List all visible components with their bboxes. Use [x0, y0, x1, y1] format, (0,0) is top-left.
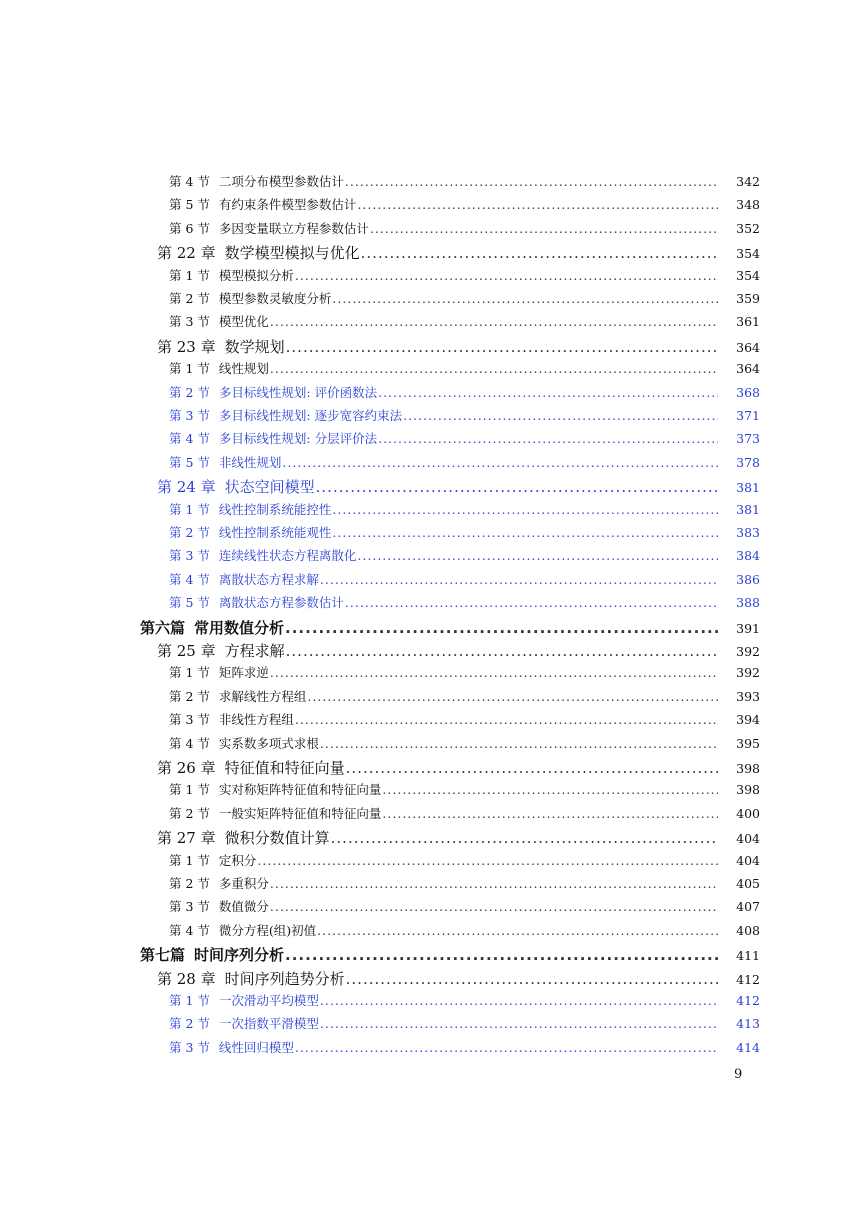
toc-page-number: 384 [736, 548, 760, 564]
toc-entry-number: 第六篇 [140, 618, 186, 637]
toc-chapter-entry [157, 827, 760, 848]
toc-entry-title: 时间序列分析 [194, 946, 285, 965]
toc-leader-dots [286, 338, 718, 356]
toc-entry-label [169, 406, 402, 424]
toc-entry-title: 实系数多项式求根 [218, 735, 319, 751]
toc-leader-dots [403, 408, 718, 423]
toc-entry-label [169, 546, 356, 564]
toc-leader-dots [285, 619, 718, 637]
toc-entry-title: 多目标线性规划: 评价函数法 [218, 384, 378, 400]
toc-page-number: 392 [736, 665, 760, 681]
toc-entry-label [157, 640, 285, 661]
toc-entry-label [169, 663, 269, 681]
toc-entry-label [169, 780, 381, 798]
toc-leader-dots [285, 946, 718, 964]
toc-page-number: 364 [736, 339, 760, 355]
toc-entry-title: 状态空间模型 [224, 478, 315, 497]
toc-section-entry[interactable] [169, 546, 760, 564]
toc-section-entry [169, 289, 760, 307]
toc-section-entry[interactable] [169, 453, 760, 471]
toc-leader-dots [346, 759, 718, 777]
toc-entry-title: 多因变量联立方程参数估计 [218, 220, 369, 236]
toc-leader-dots [378, 431, 718, 446]
toc-entry-title: 求解线性方程组 [218, 688, 307, 704]
toc-section-entry [169, 780, 760, 798]
toc-entry-number: 第 25 章 [157, 642, 216, 660]
toc-entry-label [169, 921, 316, 939]
toc-page-number: 413 [736, 1016, 760, 1032]
toc-entry-title: 二项分布模型参数估计 [218, 174, 344, 189]
toc-entry-number: 第 3 节 [169, 1039, 210, 1055]
toc-page-number: 391 [736, 620, 760, 636]
toc-leader-dots [332, 502, 718, 517]
toc-page-number: 412 [736, 971, 760, 987]
toc-entry-title: 线性回归模型 [218, 1039, 294, 1055]
toc-leader-dots [320, 572, 718, 587]
toc-entry-label [169, 266, 294, 284]
toc-leader-dots [282, 455, 718, 470]
toc-entry-number: 第 3 节 [169, 899, 210, 915]
toc-entry-label [157, 968, 345, 989]
toc-leader-dots [357, 548, 718, 563]
toc-page-number: 371 [736, 408, 760, 423]
toc-entry-number: 第 2 节 [169, 805, 210, 821]
toc-entry-number: 第 28 章 [157, 969, 216, 988]
toc-page-number: 352 [736, 220, 760, 236]
toc-leader-dots [320, 993, 718, 1008]
toc-leader-dots [295, 268, 718, 283]
toc-section-entry [169, 219, 760, 237]
toc-section-entry [169, 804, 760, 822]
toc-entry-label [169, 897, 269, 915]
toc-entry-number: 第 1 节 [169, 993, 210, 1008]
toc-leader-dots [295, 1040, 718, 1055]
toc-entry-label [169, 1014, 319, 1032]
toc-entry-number: 第 4 节 [169, 922, 210, 938]
toc-entry-label [169, 453, 281, 471]
toc-leader-dots [316, 478, 718, 496]
toc-entry-title: 微分方程(组)初值 [218, 922, 317, 938]
toc-entry-number: 第 24 章 [157, 478, 216, 497]
toc-leader-dots [320, 736, 718, 751]
toc-entry-number: 第 2 节 [169, 688, 210, 704]
toc-entry-title: 微积分数值计算 [224, 829, 330, 848]
toc-page-number: 393 [736, 688, 760, 704]
toc-entry-number: 第 3 节 [169, 548, 210, 564]
toc-entry-title: 一次指数平滑模型 [218, 1016, 319, 1032]
toc-leader-dots [378, 385, 718, 400]
toc-part-entry [140, 617, 760, 638]
toc-entry-title: 非线性规划 [218, 454, 282, 470]
toc-page-number: 408 [736, 922, 760, 938]
toc-section-entry[interactable] [169, 523, 760, 541]
toc-leader-dots [270, 361, 718, 376]
toc-entry-title: 多重积分 [218, 876, 269, 891]
toc-entry-label [169, 874, 269, 892]
toc-section-entry[interactable] [169, 991, 760, 1009]
toc-page-number: 398 [736, 761, 760, 776]
toc-entry-title: 时间序列趋势分析 [224, 969, 345, 988]
toc-entry-title: 模型优化 [218, 314, 269, 330]
toc-leader-dots [257, 853, 718, 868]
toc-entry-label [169, 312, 269, 330]
toc-leader-dots [307, 689, 718, 704]
toc-entry-title: 线性规划 [218, 361, 269, 377]
page-number: 9 [734, 1067, 743, 1082]
toc-entry-title: 线性控制系统能观性 [218, 525, 332, 540]
toc-entry-number: 第 2 节 [169, 291, 210, 306]
toc-page-number: 400 [736, 805, 760, 821]
toc-entry-title: 特征值和特征向量 [224, 759, 345, 777]
toc-entry-label [140, 617, 284, 638]
toc-entry-label [169, 195, 356, 213]
toc-entry-label [157, 827, 330, 848]
toc-entry-number: 第 6 节 [169, 220, 210, 236]
toc-chapter-entry [157, 640, 760, 661]
toc-leader-dots [382, 782, 718, 797]
toc-leader-dots [345, 174, 718, 189]
toc-leader-dots [270, 876, 718, 891]
toc-entry-title: 一般实矩阵特征值和特征向量 [218, 805, 382, 821]
toc-section-entry [169, 734, 760, 752]
toc-page-number: 348 [736, 197, 760, 213]
toc-leader-dots [361, 244, 718, 262]
toc-leader-dots [320, 1016, 718, 1031]
toc-leader-dots [295, 712, 718, 727]
toc-section-entry [169, 266, 760, 284]
toc-part-entry [140, 944, 760, 965]
toc-section-entry[interactable] [169, 406, 760, 424]
toc-page-number: 359 [736, 291, 760, 306]
toc-entry-label [140, 944, 284, 965]
toc-entry-label [169, 172, 344, 190]
toc-entry-title: 线性控制系统能控性 [218, 501, 332, 517]
toc-page-number: 407 [736, 899, 760, 915]
toc-entry-title: 模型参数灵敏度分析 [218, 291, 332, 306]
toc-entry-title: 多目标线性规划: 逐步宽容约束法 [218, 408, 403, 423]
toc-entry-title: 离散状态方程参数估计 [218, 595, 344, 611]
toc-page-number: 342 [736, 174, 760, 189]
toc-entry-number: 第 4 节 [169, 571, 210, 587]
toc-entry-number: 第 2 节 [169, 1016, 210, 1032]
toc-section-entry [169, 663, 760, 681]
toc-leader-dots [345, 595, 718, 610]
toc-entry-number: 第 3 节 [169, 408, 210, 423]
toc-entry-label [157, 242, 360, 263]
toc-section-entry[interactable] [169, 1014, 760, 1032]
toc-leader-dots [332, 525, 718, 540]
toc-entry-title: 连续线性状态方程离散化 [218, 548, 357, 564]
toc-page-number: 361 [736, 314, 760, 330]
toc-entry-label [169, 359, 269, 377]
toc-entry-label [169, 734, 319, 752]
toc-entry-number: 第 1 节 [169, 782, 210, 798]
toc-chapter-entry [157, 336, 760, 357]
toc-leader-dots [357, 197, 718, 212]
toc-section-entry[interactable] [169, 593, 760, 611]
toc-page-number: 395 [736, 735, 760, 751]
toc-entry-title: 实对称矩阵特征值和特征向量 [218, 782, 382, 798]
toc-entry-title: 多目标线性规划: 分层评价法 [218, 431, 378, 447]
toc-entry-title: 常用数值分析 [194, 618, 285, 637]
toc-page-number: 386 [736, 571, 760, 587]
toc-entry-label [169, 804, 381, 822]
toc-section-entry[interactable] [169, 570, 760, 588]
toc-entry-label [169, 851, 256, 869]
toc-entry-label [169, 710, 294, 728]
toc-entry-label [169, 219, 369, 237]
toc-leader-dots [270, 665, 718, 680]
toc-entry-label [157, 476, 315, 497]
toc-entry-number: 第 4 节 [169, 174, 210, 189]
toc-section-entry [169, 687, 760, 705]
toc-entry-number: 第 1 节 [169, 267, 210, 283]
toc-entry-number: 第 4 节 [169, 431, 210, 447]
toc-entry-number: 第 26 章 [157, 759, 216, 777]
toc-leader-dots [346, 970, 718, 988]
toc-entry-number: 第 2 节 [169, 876, 210, 891]
toc-entry-label [169, 429, 377, 447]
toc-section-entry[interactable] [169, 383, 760, 401]
toc-section-entry [169, 921, 760, 939]
toc-page-number: 381 [736, 480, 760, 496]
toc-section-entry[interactable] [169, 1038, 760, 1056]
toc-entry-title: 一次滑动平均模型 [218, 993, 319, 1008]
toc-page-number: 404 [736, 852, 760, 868]
toc-section-entry [169, 312, 760, 330]
toc-entry-label [157, 757, 345, 778]
toc-page-number: 414 [736, 1039, 760, 1055]
toc-entry-number: 第 5 节 [169, 197, 210, 213]
toc-page-number: 364 [736, 361, 760, 377]
toc-page-number: 398 [736, 782, 760, 798]
toc-page-number: 381 [736, 501, 760, 517]
toc-entry-number: 第 1 节 [169, 852, 210, 868]
toc-entry-title: 有约束条件模型参数估计 [218, 197, 357, 213]
toc-entry-number: 第 2 节 [169, 525, 210, 540]
toc-entry-number: 第 3 节 [169, 314, 210, 330]
toc-entry-title: 定积分 [218, 852, 257, 868]
toc-entry-number: 第 2 节 [169, 384, 210, 400]
toc-page-number: 383 [736, 525, 760, 540]
toc-entry-label [169, 570, 319, 588]
toc-entry-title: 非线性方程组 [218, 712, 294, 728]
toc-leader-dots [317, 923, 718, 938]
toc-page-number: 411 [736, 948, 760, 964]
toc-entry-label [169, 991, 319, 1009]
toc-page-number: 405 [736, 876, 760, 891]
toc-section-entry [169, 359, 760, 377]
toc-entry-number: 第 27 章 [157, 829, 216, 848]
toc-chapter-entry [157, 757, 760, 778]
toc-entry-label [169, 1038, 294, 1056]
toc-leader-dots [332, 291, 718, 306]
toc-section-entry [169, 710, 760, 728]
toc-entry-title: 方程求解 [224, 642, 285, 660]
toc-entry-number: 第 1 节 [169, 501, 210, 517]
toc-entry-number: 第 1 节 [169, 361, 210, 377]
toc-entry-label [169, 383, 377, 401]
toc-entry-label [157, 336, 285, 357]
toc-entry-number: 第七篇 [140, 946, 186, 965]
toc-entry-number: 第 22 章 [157, 244, 216, 263]
toc-entry-number: 第 4 节 [169, 735, 210, 751]
toc-entry-title: 模型模拟分析 [218, 267, 294, 283]
toc-entry-label [169, 523, 331, 541]
toc-section-entry[interactable] [169, 429, 760, 447]
toc-section-entry [169, 897, 760, 915]
toc-entry-title: 数值微分 [218, 899, 269, 915]
toc-leader-dots [331, 829, 718, 847]
toc-section-entry [169, 874, 760, 892]
toc-leader-dots [286, 642, 718, 660]
toc-entry-label [169, 687, 306, 705]
toc-entry-title: 数学模型模拟与优化 [224, 244, 360, 263]
toc-entry-label [169, 593, 344, 611]
toc-entry-label [169, 289, 331, 307]
toc-page-number: 354 [736, 246, 760, 262]
toc-entry-number: 第 3 节 [169, 712, 210, 728]
toc-chapter-entry[interactable] [157, 476, 760, 497]
toc-entry-label [169, 500, 331, 518]
toc-section-entry [169, 172, 760, 190]
toc-section-entry [169, 851, 760, 869]
toc-leader-dots [382, 806, 718, 821]
toc-page-number: 404 [736, 831, 760, 847]
toc-leader-dots [270, 314, 718, 329]
toc-entry-number: 第 5 节 [169, 595, 210, 611]
toc-section-entry[interactable] [169, 500, 760, 518]
toc-page-number: 378 [736, 454, 760, 470]
toc-entry-title: 矩阵求逆 [218, 665, 269, 681]
toc-chapter-entry [157, 242, 760, 263]
toc-page-number: 388 [736, 595, 760, 611]
toc-leader-dots [270, 899, 718, 914]
toc-section-entry [169, 195, 760, 213]
toc-page-number: 373 [736, 431, 760, 447]
toc-page-number: 394 [736, 712, 760, 728]
toc-entry-number: 第 23 章 [157, 337, 216, 356]
toc-page-number: 412 [736, 993, 760, 1008]
toc-page-number: 368 [736, 384, 760, 400]
toc-page-number: 392 [736, 644, 760, 659]
toc-entry-title: 离散状态方程求解 [218, 571, 319, 587]
toc-entry-title: 数学规划 [224, 337, 285, 356]
toc-chapter-entry [157, 968, 760, 989]
toc-page-number: 354 [736, 267, 760, 283]
toc-entry-number: 第 5 节 [169, 454, 210, 470]
toc-entry-number: 第 1 节 [169, 665, 210, 681]
toc-leader-dots [370, 221, 718, 236]
